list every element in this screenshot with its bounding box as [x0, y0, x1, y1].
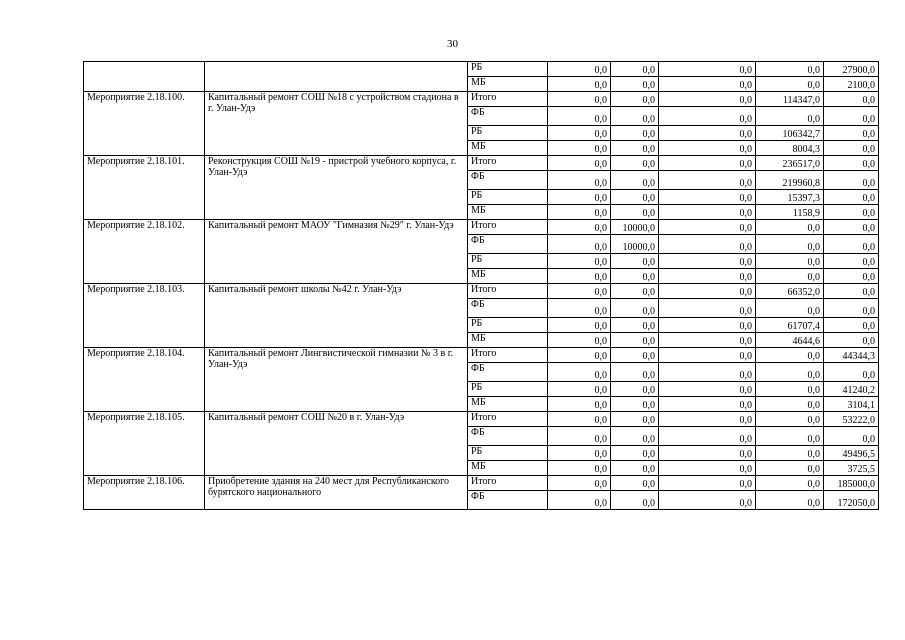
amount-cell: 0,0 — [548, 333, 611, 348]
amount-cell: 0,0 — [611, 333, 659, 348]
amount-cell: 0,0 — [756, 461, 824, 476]
event-code-cell — [84, 62, 205, 92]
amount-cell: 0,0 — [611, 363, 659, 382]
amount-cell: 0,0 — [756, 348, 824, 363]
amount-cell: 8004,3 — [756, 141, 824, 156]
amount-cell: 0,0 — [548, 62, 611, 77]
amount-cell: 0,0 — [659, 171, 756, 190]
amount-cell: 0,0 — [548, 190, 611, 205]
amount-cell: 0,0 — [756, 77, 824, 92]
amount-cell: 0,0 — [548, 299, 611, 318]
amount-cell: 0,0 — [548, 141, 611, 156]
funding-source-cell: Итого — [468, 476, 548, 491]
amount-cell: 0,0 — [756, 427, 824, 446]
amount-cell: 0,0 — [548, 363, 611, 382]
funding-source-cell: МБ — [468, 205, 548, 220]
event-description-cell: Капитальный ремонт СОШ №18 с устройством стадиона в г. Улан-Удэ — [205, 92, 468, 156]
amount-cell: 0,0 — [824, 269, 879, 284]
funding-source-cell: МБ — [468, 461, 548, 476]
amount-cell: 0,0 — [659, 491, 756, 510]
funding-source-cell: МБ — [468, 269, 548, 284]
funding-source-cell: ФБ — [468, 427, 548, 446]
amount-cell: 0,0 — [756, 269, 824, 284]
funding-source-cell: ФБ — [468, 171, 548, 190]
table-row — [84, 220, 879, 235]
amount-cell: 0,0 — [659, 412, 756, 427]
event-code-cell: Мероприятие 2.18.104. — [84, 348, 205, 412]
funding-source-cell: МБ — [468, 141, 548, 156]
funding-source-cell: Итого — [468, 348, 548, 363]
page-number: 30 — [447, 38, 458, 50]
table-row — [84, 284, 879, 299]
event-description-cell: Капитальный ремонт Лингвистической гимназии № 3 в г. Улан-Удэ — [205, 348, 468, 412]
amount-cell: 0,0 — [611, 461, 659, 476]
amount-cell: 0,0 — [548, 171, 611, 190]
amount-cell: 0,0 — [659, 205, 756, 220]
funding-source-cell: Итого — [468, 284, 548, 299]
funding-source-cell: ФБ — [468, 235, 548, 254]
funding-source-cell: РБ — [468, 446, 548, 461]
amount-cell: 0,0 — [611, 107, 659, 126]
funding-source-cell: МБ — [468, 77, 548, 92]
amount-cell: 0,0 — [548, 412, 611, 427]
amount-cell: 2100,0 — [824, 77, 879, 92]
amount-cell: 0,0 — [824, 299, 879, 318]
amount-cell: 0,0 — [611, 491, 659, 510]
amount-cell: 0,0 — [611, 476, 659, 491]
amount-cell: 44344,3 — [824, 348, 879, 363]
amount-cell: 0,0 — [548, 318, 611, 333]
amount-cell: 0,0 — [824, 190, 879, 205]
amount-cell: 0,0 — [659, 254, 756, 269]
funding-source-cell: Итого — [468, 412, 548, 427]
amount-cell: 0,0 — [548, 156, 611, 171]
amount-cell: 0,0 — [548, 446, 611, 461]
amount-cell: 0,0 — [659, 427, 756, 446]
event-code-cell: Мероприятие 2.18.100. — [84, 92, 205, 156]
amount-cell: 0,0 — [548, 235, 611, 254]
amount-cell: 4644,6 — [756, 333, 824, 348]
amount-cell: 0,0 — [611, 284, 659, 299]
amount-cell: 0,0 — [824, 92, 879, 107]
amount-cell: 0,0 — [659, 333, 756, 348]
table-row — [84, 62, 879, 77]
amount-cell: 0,0 — [824, 141, 879, 156]
amount-cell: 0,0 — [548, 220, 611, 235]
amount-cell: 0,0 — [659, 92, 756, 107]
amount-cell: 53222,0 — [824, 412, 879, 427]
budget-table — [83, 61, 879, 510]
amount-cell: 0,0 — [548, 254, 611, 269]
funding-source-cell: Итого — [468, 156, 548, 171]
event-description-cell: Приобретение здания на 240 мест для Республиканского бурятского национального — [205, 476, 468, 510]
amount-cell: 114347,0 — [756, 92, 824, 107]
amount-cell: 0,0 — [824, 107, 879, 126]
funding-source-cell: РБ — [468, 382, 548, 397]
amount-cell: 0,0 — [611, 348, 659, 363]
amount-cell: 0,0 — [824, 427, 879, 446]
amount-cell: 0,0 — [659, 141, 756, 156]
table-row — [84, 476, 879, 491]
funding-source-cell: ФБ — [468, 299, 548, 318]
amount-cell: 0,0 — [611, 62, 659, 77]
amount-cell: 0,0 — [611, 254, 659, 269]
amount-cell: 0,0 — [756, 363, 824, 382]
amount-cell: 0,0 — [611, 318, 659, 333]
event-code-cell: Мероприятие 2.18.101. — [84, 156, 205, 220]
amount-cell: 0,0 — [824, 235, 879, 254]
amount-cell: 0,0 — [659, 348, 756, 363]
amount-cell: 0,0 — [659, 382, 756, 397]
amount-cell: 219960,8 — [756, 171, 824, 190]
amount-cell: 0,0 — [659, 126, 756, 141]
amount-cell: 0,0 — [659, 318, 756, 333]
funding-source-cell: ФБ — [468, 107, 548, 126]
amount-cell: 0,0 — [824, 254, 879, 269]
event-code-cell: Мероприятие 2.18.102. — [84, 220, 205, 284]
amount-cell: 0,0 — [824, 171, 879, 190]
amount-cell: 0,0 — [756, 476, 824, 491]
table-row — [84, 156, 879, 171]
amount-cell: 0,0 — [756, 491, 824, 510]
event-description-cell: Реконструкция СОШ №19 - пристрой учебного корпуса, г. Улан-Удэ — [205, 156, 468, 220]
amount-cell: 0,0 — [611, 397, 659, 412]
funding-source-cell: РБ — [468, 318, 548, 333]
amount-cell: 0,0 — [824, 126, 879, 141]
amount-cell: 0,0 — [611, 141, 659, 156]
amount-cell: 10000,0 — [611, 235, 659, 254]
amount-cell: 1158,9 — [756, 205, 824, 220]
amount-cell: 0,0 — [756, 254, 824, 269]
amount-cell: 0,0 — [659, 461, 756, 476]
amount-cell: 0,0 — [548, 92, 611, 107]
amount-cell: 0,0 — [824, 284, 879, 299]
amount-cell: 0,0 — [611, 205, 659, 220]
amount-cell: 0,0 — [548, 397, 611, 412]
amount-cell: 0,0 — [611, 126, 659, 141]
amount-cell: 0,0 — [824, 205, 879, 220]
amount-cell: 0,0 — [659, 363, 756, 382]
funding-source-cell: МБ — [468, 333, 548, 348]
event-description-cell: Капитальный ремонт СОШ №20 в г. Улан-Удэ — [205, 412, 468, 476]
amount-cell: 0,0 — [611, 427, 659, 446]
amount-cell: 172050,0 — [824, 491, 879, 510]
amount-cell: 0,0 — [659, 220, 756, 235]
amount-cell: 0,0 — [824, 220, 879, 235]
event-code-cell: Мероприятие 2.18.105. — [84, 412, 205, 476]
amount-cell: 15397,3 — [756, 190, 824, 205]
amount-cell: 0,0 — [659, 77, 756, 92]
amount-cell: 3104,1 — [824, 397, 879, 412]
amount-cell: 0,0 — [659, 476, 756, 491]
funding-source-cell: МБ — [468, 397, 548, 412]
amount-cell: 0,0 — [611, 269, 659, 284]
amount-cell: 0,0 — [611, 92, 659, 107]
amount-cell: 0,0 — [659, 190, 756, 205]
amount-cell: 0,0 — [659, 269, 756, 284]
funding-source-cell: РБ — [468, 254, 548, 269]
amount-cell: 0,0 — [548, 427, 611, 446]
amount-cell: 0,0 — [548, 476, 611, 491]
amount-cell: 0,0 — [548, 77, 611, 92]
event-description-cell: Капитальный ремонт школы №42 г. Улан-Удэ — [205, 284, 468, 348]
amount-cell: 66352,0 — [756, 284, 824, 299]
amount-cell: 0,0 — [548, 205, 611, 220]
amount-cell: 61707,4 — [756, 318, 824, 333]
amount-cell: 0,0 — [548, 382, 611, 397]
amount-cell: 0,0 — [756, 107, 824, 126]
amount-cell: 0,0 — [756, 62, 824, 77]
event-code-cell: Мероприятие 2.18.103. — [84, 284, 205, 348]
amount-cell: 0,0 — [548, 461, 611, 476]
amount-cell: 0,0 — [611, 156, 659, 171]
amount-cell: 0,0 — [548, 126, 611, 141]
amount-cell: 0,0 — [548, 491, 611, 510]
amount-cell: 0,0 — [611, 446, 659, 461]
amount-cell: 0,0 — [611, 299, 659, 318]
table-row — [84, 412, 879, 427]
amount-cell: 0,0 — [756, 220, 824, 235]
amount-cell: 0,0 — [548, 284, 611, 299]
amount-cell: 10000,0 — [611, 220, 659, 235]
amount-cell: 27900,0 — [824, 62, 879, 77]
amount-cell: 0,0 — [756, 299, 824, 318]
amount-cell: 0,0 — [659, 107, 756, 126]
amount-cell: 0,0 — [611, 77, 659, 92]
amount-cell: 0,0 — [824, 156, 879, 171]
funding-source-cell: Итого — [468, 220, 548, 235]
amount-cell: 0,0 — [659, 284, 756, 299]
event-description-cell — [205, 62, 468, 92]
amount-cell: 0,0 — [756, 235, 824, 254]
amount-cell: 41240,2 — [824, 382, 879, 397]
amount-cell: 185000,0 — [824, 476, 879, 491]
funding-source-cell: ФБ — [468, 491, 548, 510]
funding-source-cell: ФБ — [468, 363, 548, 382]
amount-cell: 0,0 — [611, 412, 659, 427]
amount-cell: 0,0 — [611, 382, 659, 397]
amount-cell: 0,0 — [659, 446, 756, 461]
funding-source-cell: РБ — [468, 126, 548, 141]
amount-cell: 0,0 — [756, 397, 824, 412]
amount-cell: 0,0 — [756, 382, 824, 397]
amount-cell: 0,0 — [659, 235, 756, 254]
amount-cell: 106342,7 — [756, 126, 824, 141]
amount-cell: 0,0 — [756, 412, 824, 427]
funding-source-cell: РБ — [468, 190, 548, 205]
amount-cell: 0,0 — [659, 62, 756, 77]
amount-cell: 49496,5 — [824, 446, 879, 461]
amount-cell: 0,0 — [548, 348, 611, 363]
amount-cell: 0,0 — [611, 171, 659, 190]
amount-cell: 236517,0 — [756, 156, 824, 171]
amount-cell: 0,0 — [659, 156, 756, 171]
event-code-cell: Мероприятие 2.18.106. — [84, 476, 205, 510]
funding-source-cell: РБ — [468, 62, 548, 77]
event-description-cell: Капитальный ремонт МАОУ "Гимназия №29" г. Улан-Удэ — [205, 220, 468, 284]
amount-cell: 3725,5 — [824, 461, 879, 476]
amount-cell: 0,0 — [659, 299, 756, 318]
amount-cell: 0,0 — [548, 107, 611, 126]
amount-cell: 0,0 — [824, 363, 879, 382]
table-row — [84, 348, 879, 363]
table-row — [84, 92, 879, 107]
amount-cell: 0,0 — [756, 446, 824, 461]
amount-cell: 0,0 — [824, 333, 879, 348]
amount-cell: 0,0 — [611, 190, 659, 205]
amount-cell: 0,0 — [659, 397, 756, 412]
funding-source-cell: Итого — [468, 92, 548, 107]
amount-cell: 0,0 — [548, 269, 611, 284]
amount-cell: 0,0 — [824, 318, 879, 333]
